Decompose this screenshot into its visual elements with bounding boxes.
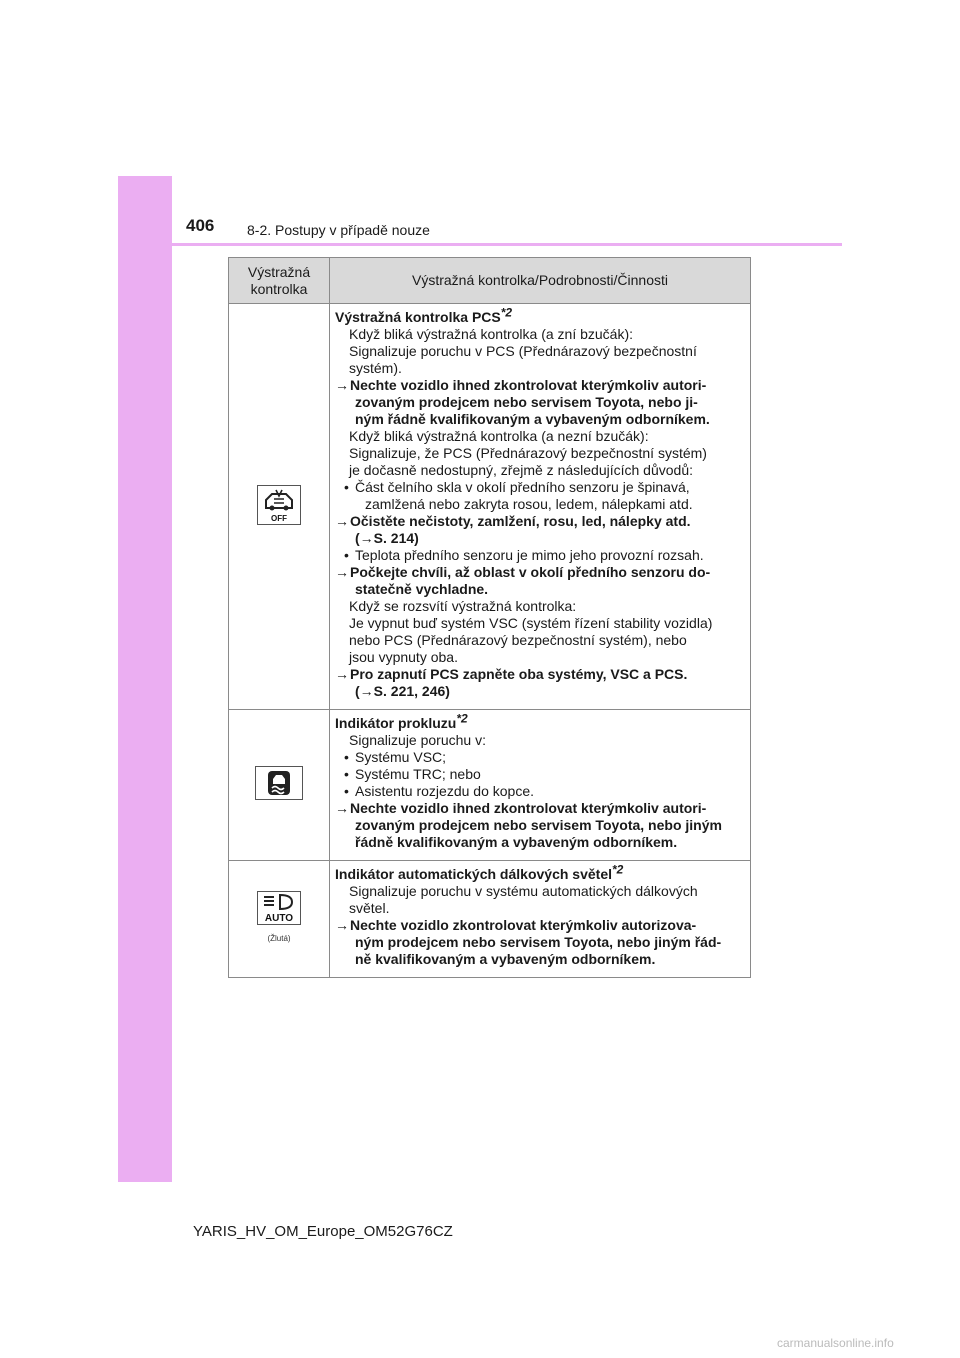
icon-cell xyxy=(229,304,330,710)
color-caption: (Žlutá) xyxy=(267,934,291,943)
bullet-item: • Asistentu rozjezdu do kopce. xyxy=(335,783,744,800)
icon-cell xyxy=(229,861,330,978)
document-id: YARIS_HV_OM_Europe_OM52G76CZ xyxy=(193,1223,453,1240)
row-title: Indikátor automatických dálkových světel$^{*2}$ xyxy=(335,862,624,882)
header-rule xyxy=(172,243,842,246)
action-step: → Očistěte nečistoty, zamlžení, rosu, led, nálepky atd. xyxy=(335,513,744,530)
bullet-item: • Systému TRC; nebo xyxy=(335,766,744,783)
action-step: → Nechte vozidlo zkontrolovat kterýmkoliv autorizova- xyxy=(335,917,744,934)
action-step: → Pro zapnutí PCS zapněte oba systémy, VSC a PCS. xyxy=(335,666,744,683)
pcs-off-icon xyxy=(257,485,301,525)
page-number: 406 xyxy=(186,216,215,235)
bullet-item: • Teplota předního senzoru je mimo jeho provozní rozsah. xyxy=(335,547,744,564)
pcs-off-label: OFF xyxy=(271,513,287,523)
action-step: → Nechte vozidlo ihned zkontrolovat kterýmkoliv autori- xyxy=(335,377,744,394)
action-step: → Nechte vozidlo ihned zkontrolovat kterýmkoliv autori- xyxy=(335,800,744,817)
bullet-item: • Systému VSC; xyxy=(335,749,744,766)
details-cell: Indikátor prokluzu$^{*2}$ Signalizuje poruchu v: • Systému VSC; • Systému TRC; nebo • Asistentu rozjezdu do kopce. → Nechte vozidlo ihned zkontrolovat kterýmkoliv autori- zovaným prodejcem nebo servisem Toyota, nebo jiným řádně kvalifikovaným a vybaveným odborníkem. xyxy=(330,710,751,861)
auto-high-beam-icon xyxy=(257,891,301,925)
warning-lights-table xyxy=(228,257,751,978)
column-header-details: Výstražná kontrolka/Podrobnosti/Činnosti xyxy=(330,258,751,304)
details-cell: Indikátor automatických dálkových světel$^{*2}$ Signalizuje poruchu v systému automatických dálkových světel. → Nechte vozidlo zkontrolovat kterýmkoliv autorizova- ným prodejcem nebo servisem Toyota, nebo jiným řád- ně kvalifikovaným a vybaveným odborníkem. xyxy=(330,861,751,978)
table-row xyxy=(229,304,751,710)
icon-cell xyxy=(229,710,330,861)
table-header-row xyxy=(229,258,751,304)
column-header-light: Výstražná kontrolka xyxy=(229,258,330,304)
slip-indicator-icon xyxy=(255,766,303,800)
row-title: Indikátor prokluzu$^{*2}$ xyxy=(335,711,468,731)
bullet-item: • Část čelního skla v okolí předního senzoru je špinavá, xyxy=(335,479,744,496)
chapter-sidebar-tab xyxy=(118,176,172,1182)
section-title: 8-2. Postupy v případě nouze xyxy=(247,222,430,238)
row-title: Výstražná kontrolka PCS$^{*2}$ xyxy=(335,305,513,325)
table-row xyxy=(229,710,751,861)
action-step: → Počkejte chvíli, až oblast v okolí předního senzoru do- xyxy=(335,564,744,581)
details-cell: Výstražná kontrolka PCS$^{*2}$ Když bliká výstražná kontrolka (a zní bzučák): Signalizuje poruchu v PCS (Přednárazový bezpečnostní systém). → Nechte vozidlo ihned zkontrolovat kterýmkoliv autori- zovaným prodejcem nebo servisem Toyota, nebo ji- ným řádně kvalifikovaným a vybaveným odborníkem. Když bliká výstražná kontrolka (a nezní bzučák): Signalizuje, že PCS (Přednárazový bezpečnostní systém) je dočasně nedostupný, zřejmě z následujících důvodů: • Část čelního skla v okolí předního senzoru je špinavá, zamlžená nebo zakryta rosou, ledem, nálepkami atd. → Očistěte nečistoty, zamlžení, rosu, led, nálepky atd. (→S. 214) • Teplota předního senzoru je mimo jeho provozní rozsah. → Počkejte chvíli, až oblast v okolí předního senzoru do- statečně vychladne. Když se rozsvítí výstražná kontrolka: Je vypnut buď systém VSC (systém řízení stability vozidla) nebo PCS (Přednárazový bezpečnostní systém), nebo jsou vypnuty oba. → Pro zapnutí PCS zapněte oba systémy, VSC a PCS. (→S. 221, 246) xyxy=(330,304,751,710)
watermark: carmanualsonline.info xyxy=(777,1336,894,1350)
auto-label: AUTO xyxy=(264,913,294,924)
table-row xyxy=(229,861,751,978)
